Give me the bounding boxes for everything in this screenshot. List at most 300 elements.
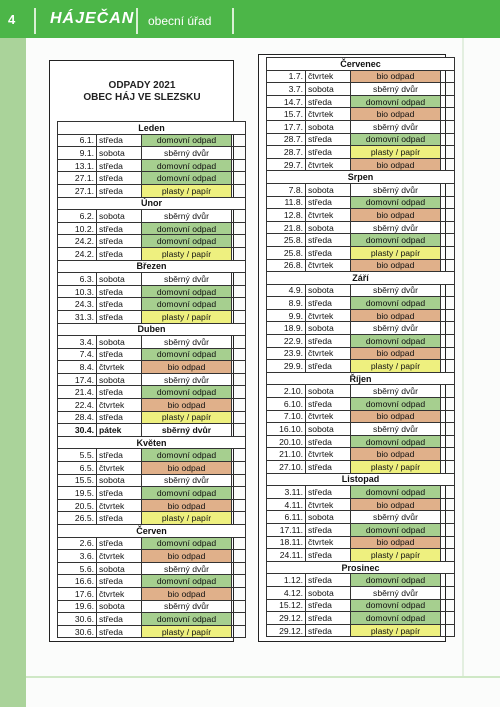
- date-cell: 28.4.: [58, 411, 97, 424]
- weekday-cell: pátek: [97, 424, 142, 437]
- schedule-row: [267, 284, 455, 297]
- empty-cell: [441, 586, 455, 599]
- waste-type-cell: bio odpad: [351, 70, 441, 83]
- weekday-cell: středa: [97, 487, 142, 500]
- waste-type-cell: plasty / papír: [351, 146, 441, 159]
- date-cell: 22.9.: [267, 335, 306, 348]
- waste-type-cell: domovní odpad: [142, 386, 232, 399]
- date-cell: 15.7.: [267, 108, 306, 121]
- date-cell: 16.10.: [267, 423, 306, 436]
- waste-type-cell: plasty / papír: [351, 360, 441, 373]
- empty-cell: [441, 234, 455, 247]
- schedule-row: [58, 462, 246, 475]
- weekday-cell: středa: [306, 612, 351, 625]
- month-header: [267, 372, 455, 385]
- waste-type-cell: bio odpad: [142, 499, 232, 512]
- waste-type-cell: domovní odpad: [142, 172, 232, 185]
- empty-cell: [441, 246, 455, 259]
- empty-cell: [232, 562, 246, 575]
- waste-type-cell: sběrný dvůr: [142, 273, 232, 286]
- date-cell: 29.7.: [267, 158, 306, 171]
- waste-type-cell: plasty / papír: [142, 625, 232, 638]
- schedule-row: [267, 523, 455, 536]
- waste-type-cell: sběrný dvůr: [351, 423, 441, 436]
- weekday-cell: středa: [306, 435, 351, 448]
- schedule-row: [58, 134, 246, 147]
- weekday-cell: středa: [306, 234, 351, 247]
- empty-cell: [441, 284, 455, 297]
- date-cell: 20.10.: [267, 435, 306, 448]
- schedule-row: [58, 310, 246, 323]
- weekday-cell: sobota: [306, 120, 351, 133]
- empty-cell: [441, 221, 455, 234]
- weekday-cell: sobota: [97, 562, 142, 575]
- weekday-cell: čtvrtek: [97, 462, 142, 475]
- waste-type-cell: domovní odpad: [142, 348, 232, 361]
- weekday-cell: čtvrtek: [97, 550, 142, 563]
- weekday-cell: čtvrtek: [97, 587, 142, 600]
- date-cell: 1.7.: [267, 70, 306, 83]
- date-cell: 6.3.: [58, 273, 97, 286]
- schedule-row: [267, 398, 455, 411]
- empty-cell: [232, 134, 246, 147]
- date-cell: 24.2.: [58, 247, 97, 260]
- header-separator: [34, 8, 36, 34]
- empty-cell: [232, 499, 246, 512]
- waste-type-cell: domovní odpad: [351, 234, 441, 247]
- green-side-strip: [0, 38, 26, 707]
- header-bar: [0, 0, 500, 38]
- waste-type-cell: sběrný dvůr: [351, 586, 441, 599]
- schedule-row: [58, 512, 246, 525]
- waste-type-cell: bio odpad: [351, 259, 441, 272]
- waste-type-cell: sběrný dvůr: [142, 373, 232, 386]
- waste-type-cell: domovní odpad: [142, 613, 232, 626]
- waste-type-cell: domovní odpad: [142, 285, 232, 298]
- empty-cell: [441, 523, 455, 536]
- schedule-row: [267, 221, 455, 234]
- weekday-cell: středa: [306, 297, 351, 310]
- empty-cell: [232, 411, 246, 424]
- empty-cell: [441, 461, 455, 474]
- schedule-row: [58, 424, 246, 437]
- waste-type-cell: domovní odpad: [351, 612, 441, 625]
- date-cell: 25.8.: [267, 234, 306, 247]
- date-cell: 4.12.: [267, 586, 306, 599]
- date-cell: 13.1.: [58, 159, 97, 172]
- date-cell: 25.8.: [267, 246, 306, 259]
- weekday-cell: středa: [306, 360, 351, 373]
- schedule-row: [267, 612, 455, 625]
- schedule-row: [267, 209, 455, 222]
- empty-cell: [232, 449, 246, 462]
- schedule-row: [267, 574, 455, 587]
- schedule-row: [58, 147, 246, 160]
- empty-cell: [441, 385, 455, 398]
- waste-type-cell: plasty / papír: [142, 184, 232, 197]
- date-cell: 16.6.: [58, 575, 97, 588]
- weekday-cell: středa: [306, 246, 351, 259]
- waste-type-cell: sběrný dvůr: [142, 474, 232, 487]
- waste-type-cell: domovní odpad: [351, 335, 441, 348]
- waste-type-cell: plasty / papír: [142, 310, 232, 323]
- waste-type-cell: domovní odpad: [142, 159, 232, 172]
- month-header: [267, 58, 455, 71]
- waste-type-cell: bio odpad: [351, 158, 441, 171]
- date-cell: 20.5.: [58, 499, 97, 512]
- weekday-cell: čtvrtek: [306, 347, 351, 360]
- month-header: [58, 436, 246, 449]
- waste-type-cell: sběrný dvůr: [351, 322, 441, 335]
- weekday-cell: sobota: [306, 221, 351, 234]
- date-cell: 14.7.: [267, 95, 306, 108]
- weekday-cell: sobota: [306, 183, 351, 196]
- empty-cell: [232, 537, 246, 550]
- schedule-row: [58, 411, 246, 424]
- empty-cell: [232, 298, 246, 311]
- waste-type-cell: domovní odpad: [351, 196, 441, 209]
- empty-cell: [441, 196, 455, 209]
- schedule-row: [267, 83, 455, 96]
- date-cell: 8.9.: [267, 297, 306, 310]
- weekday-cell: čtvrtek: [306, 108, 351, 121]
- waste-type-cell: sběrný dvůr: [351, 511, 441, 524]
- date-cell: 24.2.: [58, 235, 97, 248]
- date-cell: 12.8.: [267, 209, 306, 222]
- weekday-cell: sobota: [306, 385, 351, 398]
- schedule-row: [267, 385, 455, 398]
- weekday-cell: sobota: [306, 322, 351, 335]
- header-separator: [136, 8, 138, 34]
- date-cell: 3.7.: [267, 83, 306, 96]
- waste-type-cell: bio odpad: [142, 587, 232, 600]
- date-cell: 17.7.: [267, 120, 306, 133]
- weekday-cell: sobota: [97, 600, 142, 613]
- weekday-cell: sobota: [97, 210, 142, 223]
- weekday-cell: sobota: [97, 273, 142, 286]
- weekday-cell: čtvrtek: [306, 158, 351, 171]
- empty-cell: [232, 184, 246, 197]
- waste-type-cell: bio odpad: [142, 550, 232, 563]
- date-cell: 27.1.: [58, 184, 97, 197]
- empty-cell: [441, 95, 455, 108]
- office-label: obecní úřad: [148, 14, 212, 28]
- date-cell: 28.7.: [267, 146, 306, 159]
- schedule-row: [58, 222, 246, 235]
- weekday-cell: čtvrtek: [97, 499, 142, 512]
- date-cell: 4.11.: [267, 498, 306, 511]
- month-name: Říjen: [267, 372, 455, 385]
- waste-type-cell: sběrný dvůr: [351, 83, 441, 96]
- empty-cell: [232, 487, 246, 500]
- empty-cell: [232, 600, 246, 613]
- date-cell: 2.10.: [267, 385, 306, 398]
- empty-cell: [441, 83, 455, 96]
- schedule-row: [58, 575, 246, 588]
- schedule-row: [267, 347, 455, 360]
- empty-cell: [441, 599, 455, 612]
- schedule-row: [267, 158, 455, 171]
- month-name: Duben: [58, 323, 246, 336]
- waste-type-cell: domovní odpad: [351, 297, 441, 310]
- waste-type-cell: domovní odpad: [142, 298, 232, 311]
- weekday-cell: středa: [97, 512, 142, 525]
- date-cell: 3.6.: [58, 550, 97, 563]
- waste-type-cell: sběrný dvůr: [351, 284, 441, 297]
- month-header: [267, 171, 455, 184]
- empty-cell: [441, 347, 455, 360]
- date-cell: 21.10.: [267, 448, 306, 461]
- date-cell: 24.11.: [267, 549, 306, 562]
- empty-cell: [232, 462, 246, 475]
- schedule-row: [58, 600, 246, 613]
- schedule-row: [58, 159, 246, 172]
- weekday-cell: sobota: [306, 586, 351, 599]
- weekday-cell: sobota: [306, 511, 351, 524]
- waste-type-cell: bio odpad: [351, 108, 441, 121]
- schedule-row: [267, 549, 455, 562]
- empty-cell: [232, 222, 246, 235]
- empty-cell: [232, 613, 246, 626]
- waste-type-cell: sběrný dvůr: [142, 424, 232, 437]
- weekday-cell: středa: [97, 285, 142, 298]
- empty-cell: [232, 625, 246, 638]
- empty-cell: [232, 587, 246, 600]
- date-cell: 27.1.: [58, 172, 97, 185]
- schedule-row: [58, 273, 246, 286]
- schedule-row: [58, 336, 246, 349]
- schedule-row: [267, 146, 455, 159]
- page-bottom-line: [26, 676, 500, 678]
- schedule-row: [267, 246, 455, 259]
- month-header: [267, 272, 455, 285]
- empty-cell: [232, 424, 246, 437]
- waste-type-cell: sběrný dvůr: [142, 562, 232, 575]
- empty-cell: [232, 336, 246, 349]
- month-name: Leden: [58, 122, 246, 135]
- weekday-cell: sobota: [97, 474, 142, 487]
- weekday-cell: středa: [97, 298, 142, 311]
- schedule-row: [267, 259, 455, 272]
- waste-type-cell: bio odpad: [142, 399, 232, 412]
- date-cell: 30.4.: [58, 424, 97, 437]
- weekday-cell: středa: [97, 184, 142, 197]
- waste-type-cell: bio odpad: [351, 309, 441, 322]
- weekday-cell: středa: [97, 235, 142, 248]
- date-cell: 7.4.: [58, 348, 97, 361]
- date-cell: 3.11.: [267, 486, 306, 499]
- empty-cell: [441, 360, 455, 373]
- schedule-row: [267, 498, 455, 511]
- empty-cell: [232, 550, 246, 563]
- date-cell: 27.10.: [267, 461, 306, 474]
- empty-cell: [441, 624, 455, 637]
- waste-type-cell: domovní odpad: [142, 449, 232, 462]
- weekday-cell: čtvrtek: [306, 498, 351, 511]
- weekday-cell: sobota: [97, 336, 142, 349]
- date-cell: 22.4.: [58, 399, 97, 412]
- date-cell: 21.8.: [267, 221, 306, 234]
- weekday-cell: čtvrtek: [306, 536, 351, 549]
- waste-type-cell: domovní odpad: [142, 235, 232, 248]
- weekday-cell: středa: [97, 575, 142, 588]
- schedule-row: [58, 625, 246, 638]
- schedule-row: [267, 448, 455, 461]
- date-cell: 6.5.: [58, 462, 97, 475]
- empty-cell: [441, 448, 455, 461]
- empty-cell: [441, 423, 455, 436]
- month-header: [58, 197, 246, 210]
- schedule-title: [62, 80, 222, 104]
- empty-cell: [232, 172, 246, 185]
- empty-cell: [441, 335, 455, 348]
- month-header: [267, 473, 455, 486]
- schedule-row: [58, 537, 246, 550]
- weekday-cell: sobota: [306, 83, 351, 96]
- schedule-row: [58, 613, 246, 626]
- schedule-row: [58, 587, 246, 600]
- weekday-cell: středa: [97, 348, 142, 361]
- empty-cell: [441, 146, 455, 159]
- weekday-cell: středa: [97, 386, 142, 399]
- waste-type-cell: domovní odpad: [351, 599, 441, 612]
- weekday-cell: čtvrtek: [97, 399, 142, 412]
- empty-cell: [441, 549, 455, 562]
- waste-type-cell: domovní odpad: [142, 222, 232, 235]
- empty-cell: [441, 398, 455, 411]
- empty-cell: [441, 209, 455, 222]
- brand-logo: HÁJEČAN: [50, 10, 135, 27]
- schedule-row: [267, 435, 455, 448]
- schedule-row: [267, 486, 455, 499]
- schedule-row: [58, 474, 246, 487]
- empty-cell: [232, 235, 246, 248]
- waste-type-cell: domovní odpad: [351, 95, 441, 108]
- schedule-row: [267, 423, 455, 436]
- date-cell: 5.6.: [58, 562, 97, 575]
- weekday-cell: středa: [306, 461, 351, 474]
- month-header: [58, 260, 246, 273]
- schedule-row: [267, 599, 455, 612]
- date-cell: 6.1.: [58, 134, 97, 147]
- waste-type-cell: sběrný dvůr: [142, 210, 232, 223]
- schedule-row: [58, 562, 246, 575]
- waste-type-cell: sběrný dvůr: [142, 336, 232, 349]
- month-name: Září: [267, 272, 455, 285]
- schedule-row: [267, 196, 455, 209]
- date-cell: 10.3.: [58, 285, 97, 298]
- empty-cell: [232, 247, 246, 260]
- weekday-cell: středa: [97, 247, 142, 260]
- schedule-row: [58, 184, 246, 197]
- title-line-2: OBEC HÁJ VE SLEZSKU: [83, 92, 201, 103]
- page-margin-line: [462, 38, 464, 678]
- weekday-cell: středa: [97, 134, 142, 147]
- empty-cell: [232, 399, 246, 412]
- schedule-row: [267, 322, 455, 335]
- date-cell: 29.12.: [267, 624, 306, 637]
- date-cell: 30.6.: [58, 625, 97, 638]
- empty-cell: [232, 361, 246, 374]
- date-cell: 5.5.: [58, 449, 97, 462]
- waste-type-cell: sběrný dvůr: [142, 600, 232, 613]
- right-schedule-table: [266, 57, 455, 637]
- empty-cell: [441, 309, 455, 322]
- date-cell: 30.6.: [58, 613, 97, 626]
- weekday-cell: čtvrtek: [306, 448, 351, 461]
- empty-cell: [441, 120, 455, 133]
- weekday-cell: středa: [306, 523, 351, 536]
- weekday-cell: sobota: [97, 147, 142, 160]
- date-cell: 24.3.: [58, 298, 97, 311]
- weekday-cell: středa: [97, 625, 142, 638]
- date-cell: 17.6.: [58, 587, 97, 600]
- schedule-row: [58, 285, 246, 298]
- empty-cell: [441, 612, 455, 625]
- date-cell: 19.6.: [58, 600, 97, 613]
- empty-cell: [232, 474, 246, 487]
- date-cell: 9.1.: [58, 147, 97, 160]
- schedule-row: [267, 624, 455, 637]
- date-cell: 18.11.: [267, 536, 306, 549]
- empty-cell: [441, 297, 455, 310]
- weekday-cell: sobota: [97, 373, 142, 386]
- schedule-row: [58, 298, 246, 311]
- empty-cell: [232, 159, 246, 172]
- month-name: Březen: [58, 260, 246, 273]
- schedule-row: [267, 297, 455, 310]
- month-name: Únor: [58, 197, 246, 210]
- waste-type-cell: domovní odpad: [142, 134, 232, 147]
- date-cell: 6.2.: [58, 210, 97, 223]
- schedule-row: [267, 95, 455, 108]
- schedule-row: [58, 386, 246, 399]
- waste-type-cell: domovní odpad: [142, 537, 232, 550]
- empty-cell: [232, 386, 246, 399]
- weekday-cell: středa: [97, 449, 142, 462]
- weekday-cell: sobota: [306, 423, 351, 436]
- schedule-row: [58, 348, 246, 361]
- empty-cell: [441, 322, 455, 335]
- waste-type-cell: plasty / papír: [142, 512, 232, 525]
- waste-type-cell: plasty / papír: [351, 246, 441, 259]
- waste-type-cell: bio odpad: [142, 462, 232, 475]
- waste-type-cell: bio odpad: [351, 347, 441, 360]
- date-cell: 6.10.: [267, 398, 306, 411]
- date-cell: 8.4.: [58, 361, 97, 374]
- empty-cell: [441, 259, 455, 272]
- month-name: Červen: [58, 525, 246, 538]
- date-cell: 3.4.: [58, 336, 97, 349]
- waste-type-cell: plasty / papír: [351, 461, 441, 474]
- month-name: Listopad: [267, 473, 455, 486]
- schedule-row: [58, 172, 246, 185]
- date-cell: 23.9.: [267, 347, 306, 360]
- schedule-row: [58, 235, 246, 248]
- empty-cell: [441, 108, 455, 121]
- empty-cell: [441, 435, 455, 448]
- weekday-cell: čtvrtek: [306, 209, 351, 222]
- date-cell: 10.2.: [58, 222, 97, 235]
- weekday-cell: sobota: [306, 284, 351, 297]
- date-cell: 2.6.: [58, 537, 97, 550]
- schedule-row: [267, 586, 455, 599]
- empty-cell: [441, 410, 455, 423]
- weekday-cell: středa: [306, 599, 351, 612]
- title-line-1: ODPADY 2021: [108, 80, 176, 91]
- schedule-row: [58, 210, 246, 223]
- waste-type-cell: domovní odpad: [351, 523, 441, 536]
